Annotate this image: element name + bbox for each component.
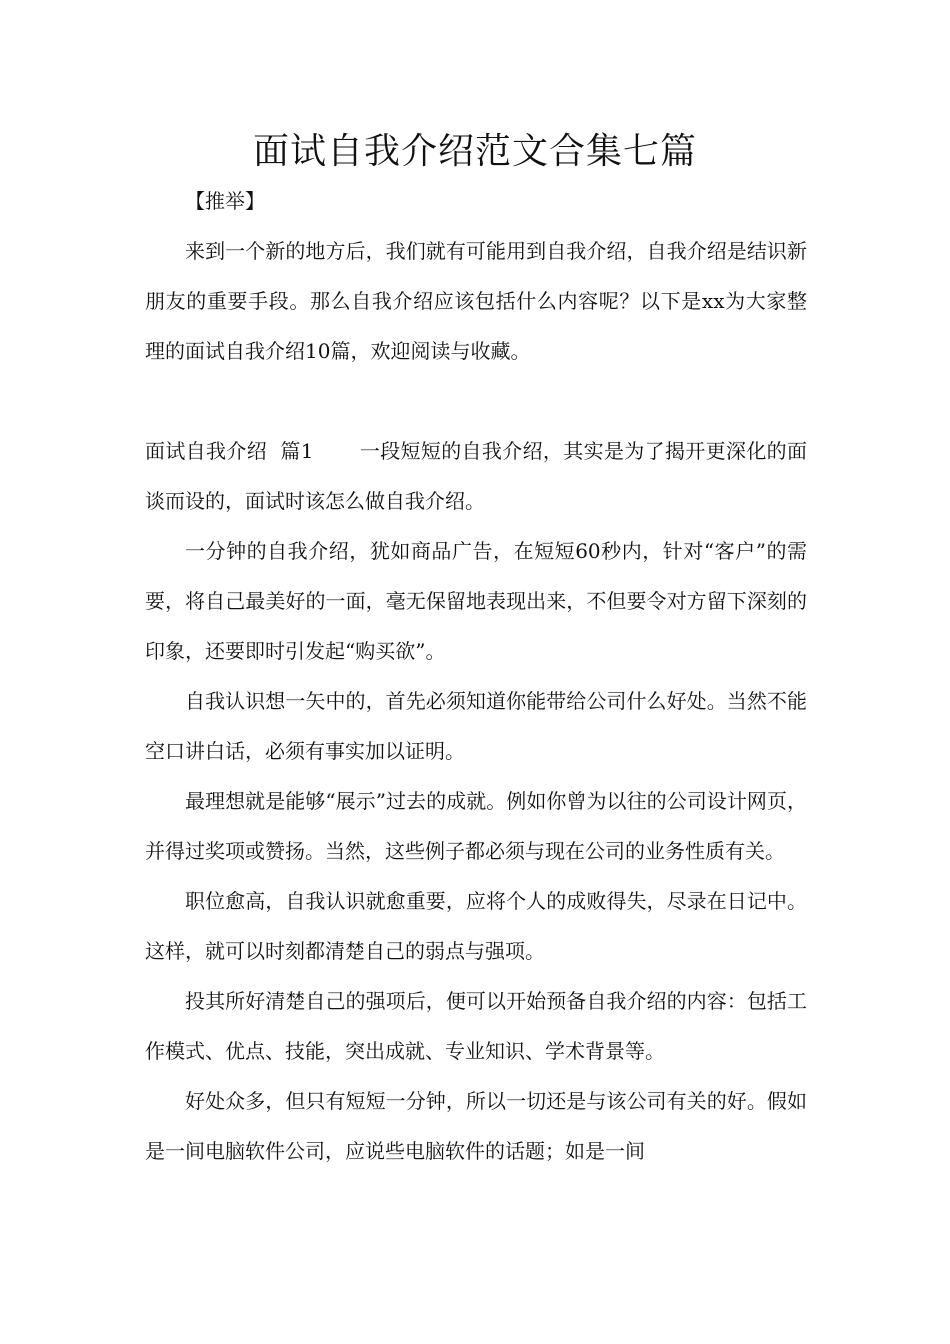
body-paragraph-2: 自我认识想一矢中的，首先必须知道你能带给公司什么好处。当然不能空口讲白话，必须有事实加以证明。 [145,689,807,763]
section-1-paragraph [145,426,807,526]
intro-paragraph: 来到一个新的地方后，我们就有可能用到自我介绍，自我介绍是结识新朋友的重要手段。那么自我介绍应该包括什么内容呢？以下是xx为大家整理的面试自我介绍10篇，欢迎阅读与收藏。 [145,239,807,363]
recommend-tag: 【推举】 [185,189,265,213]
body-paragraph-1: 一分钟的自我介绍，犹如商品广告，在短短60秒内，针对“客户”的需要，将自己最美好的一面，毫无保留地表现出来，不但要令对方留下深刻的印象，还要即时引发起“购买欲”。 [145,539,807,663]
blank-line [145,376,807,426]
body-paragraph-5: 投其所好清楚自己的强项后，便可以开始预备自我介绍的内容：包括工作模式、优点、技能，突出成就、专业知识、学术背景等。 [145,989,807,1063]
document-title: 面试自我介绍范文合集七篇 [252,131,697,172]
document-body [145,176,807,1176]
section-1-heading: 面试自我介绍 篇1 [145,439,314,463]
body-paragraph-4: 职位愈高，自我认识就愈重要，应将个人的成败得失，尽录在日记中。这样，就可以时刻都清楚自己的弱点与强项。 [145,889,807,963]
section-1-lead: 一段短短的自我介绍，其实是为了揭开更深化的面谈而设的，面试时该怎么做自我介绍。 [145,439,808,513]
body-paragraph-3: 最理想就是能够“展示”过去的成就。例如你曾为以往的公司设计网页，并得过奖项或赞扬。当然，这些例子都必须与现在公司的业务性质有关。 [145,789,807,863]
body-paragraph-6: 好处众多，但只有短短一分钟，所以一切还是与该公司有关的好。假如是一间电脑软件公司，应说些电脑软件的话题；如是一间 [145,1089,807,1163]
